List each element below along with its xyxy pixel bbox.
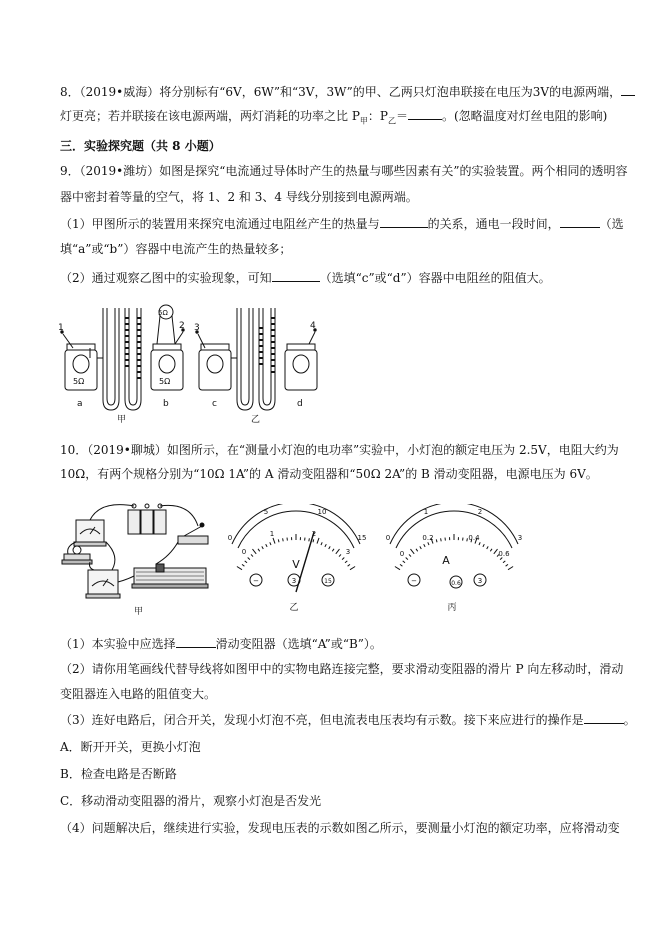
q10-part2-line1: （2）请你用笔画线代替导线将如图甲中的实物电路连接完整，要求滑动变阻器的滑片 P 向左移动时，滑动	[60, 662, 624, 676]
amp-scale-ticks	[395, 534, 513, 570]
q8-blank-2[interactable]	[408, 108, 442, 120]
volt-tick-label-10: 10	[317, 508, 327, 516]
amp-ticks-tick	[428, 542, 429, 545]
q10-option-a: A．断开开关，更换小灯泡	[60, 740, 201, 754]
volt-ticks-tick	[258, 549, 260, 552]
amp-ticks-tick	[487, 546, 489, 549]
container-d	[285, 350, 317, 390]
volt-ticks-tick	[348, 564, 350, 566]
amp-ticks-tick	[508, 567, 513, 570]
volt-ticks-tick	[321, 542, 322, 545]
volt-ticks-tick	[345, 561, 347, 563]
voltmeter-device	[74, 520, 106, 546]
jia-apparatus	[61, 305, 184, 410]
q10-option-b: B．检查电路是否断路	[60, 767, 177, 781]
volt-ticks-tick	[248, 558, 250, 560]
volt-ticks-tick	[251, 554, 253, 556]
q9-blank-1[interactable]	[380, 216, 428, 228]
q10-blank-1[interactable]	[176, 636, 216, 648]
resistor-bulb-a	[73, 355, 89, 373]
q10-blank-2[interactable]	[584, 712, 624, 724]
volt-terminal-3-label: 3	[291, 577, 297, 585]
volt-ticks-tick	[313, 539, 314, 542]
volt-ticks-tick	[309, 538, 310, 541]
volt-ticks-tick	[273, 538, 275, 544]
q9-part1-line1: （1）甲图所示的装置用来探究电流通过电阻丝产生的热量与 的关系，通电一段时间， （选	[60, 217, 624, 231]
volt-inner-label-3: 3	[345, 548, 351, 556]
label-5ohm-b: 5Ω	[159, 377, 171, 386]
volt-ticks-tick	[283, 538, 284, 541]
amp-tick-label-1: 1	[423, 508, 429, 516]
yi-apparatus	[196, 308, 317, 410]
amp-ticks-tick	[424, 544, 425, 547]
amp-terminal-3-label: 3	[477, 577, 483, 585]
label-c: c	[212, 399, 217, 409]
volt-tick-label-15: 15	[357, 534, 367, 542]
amp-ticks-tick	[441, 538, 442, 541]
volt-terminal-15-label: 15	[324, 578, 332, 585]
label-jia-circuit: 甲	[134, 607, 144, 617]
amp-ticks-tick	[490, 549, 492, 552]
q8-line2: 灯更亮；若并联接在该电源两端，两灯消耗的功率之比 $P_甲$：$P_乙=$ 。(忽略温度对灯丝电阻的影响)	[60, 109, 608, 126]
q9-part2: （2）通过观察乙图中的实验现象，可知 （选填“c”或“d”）容器中电阻丝的阻值大。	[60, 271, 551, 285]
volt-ticks-tick	[278, 539, 279, 542]
label-jia: 甲	[117, 415, 127, 425]
amp-ticks-tick	[467, 538, 468, 541]
volt-ticks-tick	[270, 542, 271, 545]
section-3-heading: 三．实验探究题（共 8 小题）	[60, 139, 221, 153]
amp-terminal-minus-label: −	[411, 577, 417, 585]
amp-ticks-tick	[406, 558, 408, 560]
label-5ohm-top: 5Ω	[158, 309, 168, 317]
volt-unit-label: V	[292, 558, 300, 571]
label-d: d	[297, 399, 303, 409]
amp-ticks-tick	[436, 539, 437, 542]
volt-ticks-tick	[253, 549, 257, 554]
q10-line2: 10Ω，有两个规格分别为“10Ω 1A”的 A 滑动变阻器和“50Ω 2A”的 B 滑动变阻器，电源电压为 6V。	[60, 467, 598, 481]
label-4: 4	[310, 321, 316, 331]
volt-ticks-tick	[339, 554, 341, 556]
amp-ticks-tick	[483, 544, 484, 547]
amp-ticks-tick	[503, 561, 505, 563]
amp-ticks-tick	[494, 549, 498, 554]
volt-ticks-tick	[336, 549, 340, 554]
q10-part4: （4）问题解决后，继续进行实验，发现电压表的示数如图乙所示，要测量小灯泡的额定功率，应将滑动变	[60, 821, 620, 835]
label-bing-ammeter: 丙	[447, 603, 457, 613]
resistor-bulb-b	[159, 355, 175, 373]
q9-blank-3[interactable]	[272, 270, 320, 282]
amp-ticks-tick	[409, 554, 411, 556]
volt-ticks-tick	[242, 564, 244, 566]
q9-line1: 9．（2019•潍坊）如图是探究“电流通过导体时产生的热量与哪些因素有关”的实验装置。两个相同的透明容	[60, 164, 628, 178]
amp-ticks-tick	[400, 564, 402, 566]
q10-part1: （1）本实验中应选择 滑动变阻器（选填“A”或“B”）。	[60, 637, 382, 651]
volt-tick-label-0: 0	[227, 534, 233, 542]
amp-tick-label-2: 2	[477, 508, 483, 516]
volt-ticks-tick	[325, 544, 326, 547]
q8-line1: 8．（2019•威海）将分别标有“6V，6W”和“3V，3W”的甲、乙两只灯泡串联接在电压为3V的电源两端，	[60, 84, 610, 100]
volt-inner-label-1: 1	[269, 530, 275, 538]
amp-ticks-tick	[479, 542, 480, 545]
rheostat-device	[132, 564, 208, 588]
volt-ticks-tick	[342, 558, 344, 560]
q9-part1-line2: 填“a”或“b”）容器中电流产生的热量较多；	[60, 242, 292, 256]
container-c	[199, 350, 231, 390]
volt-ticks-tick	[329, 546, 331, 549]
amp-ticks-tick	[420, 546, 422, 549]
volt-tick-label-5: 5	[263, 508, 269, 516]
amp-ticks-tick	[395, 567, 400, 570]
volt-inner-label-2: 2	[311, 530, 317, 538]
label-b: b	[163, 399, 169, 409]
label-1: 1	[58, 323, 64, 333]
amp-inner-label-0: 0	[399, 550, 405, 558]
lamp-holder	[62, 546, 92, 564]
amp-ticks-tick	[403, 561, 405, 563]
label-yi-voltmeter: 乙	[289, 603, 299, 613]
label-yi: 乙	[251, 415, 261, 425]
resistor-bulb-d	[293, 355, 309, 373]
volt-ticks-tick	[266, 544, 267, 547]
volt-ticks-tick	[245, 561, 247, 563]
amp-tick-label-3: 3	[517, 534, 523, 542]
amp-inner-label-06: 0.6	[498, 550, 510, 558]
volt-scale-arc-inner	[238, 511, 354, 548]
label-2: 2	[179, 321, 185, 331]
amp-unit-label: A	[442, 554, 450, 567]
resistor-bulb-c	[207, 355, 223, 373]
voltmeter-dial-figure	[222, 504, 370, 614]
volt-ticks-tick	[332, 549, 334, 552]
amp-inner-label-04: 0.4	[468, 534, 480, 542]
volt-ticks-tick	[262, 546, 264, 549]
volt-terminal-minus-label: −	[253, 577, 259, 585]
label-3: 3	[194, 323, 200, 333]
amp-tick-label-0: 0	[385, 534, 391, 542]
q10-line1: 10．（2019•聊城）如图所示，在“测量小灯泡的电功率”实验中，小灯泡的额定电压为 2.5V，电阻大约为	[60, 443, 619, 457]
q9-blank-2[interactable]	[560, 216, 600, 228]
volt-inner-label-0: 0	[241, 548, 247, 556]
q9-line2: 器中密封着等量的空气，将 1、2 和 3、4 导线分别接到电源两端。	[60, 190, 418, 204]
label-a: a	[77, 399, 83, 409]
volt-ticks-tick	[350, 567, 355, 570]
amp-scale-arc-inner	[396, 511, 512, 548]
amp-ticks-tick	[411, 549, 415, 554]
q9-figure	[55, 298, 335, 426]
q8-blank-1[interactable]	[621, 84, 635, 96]
knife-switch	[178, 523, 208, 544]
q10-option-c: C．移动滑动变阻器的滑片，观察小灯泡是否发光	[60, 794, 322, 808]
amp-ticks-tick	[506, 564, 508, 566]
q10-circuit-figure	[60, 496, 220, 620]
amp-terminal-06-label: 0.6	[451, 580, 461, 587]
q10-part3: （3）连好电路后，闭合开关，发现小灯泡不亮，但电流表电压表均有示数。接下来应进行的操作是 。	[60, 713, 636, 727]
ammeter-dial-figure	[380, 504, 528, 614]
amp-ticks-tick	[416, 549, 418, 552]
volt-ticks-tick	[237, 567, 242, 570]
amp-inner-label-02: 0.2	[422, 534, 434, 542]
q10-part2-line2: 变阻器连入电路的阻值变大。	[60, 687, 217, 701]
label-5ohm-a: 5Ω	[73, 377, 85, 386]
volt-ticks-tick	[317, 538, 319, 544]
battery-pack	[128, 504, 166, 534]
ammeter-device	[86, 570, 120, 598]
